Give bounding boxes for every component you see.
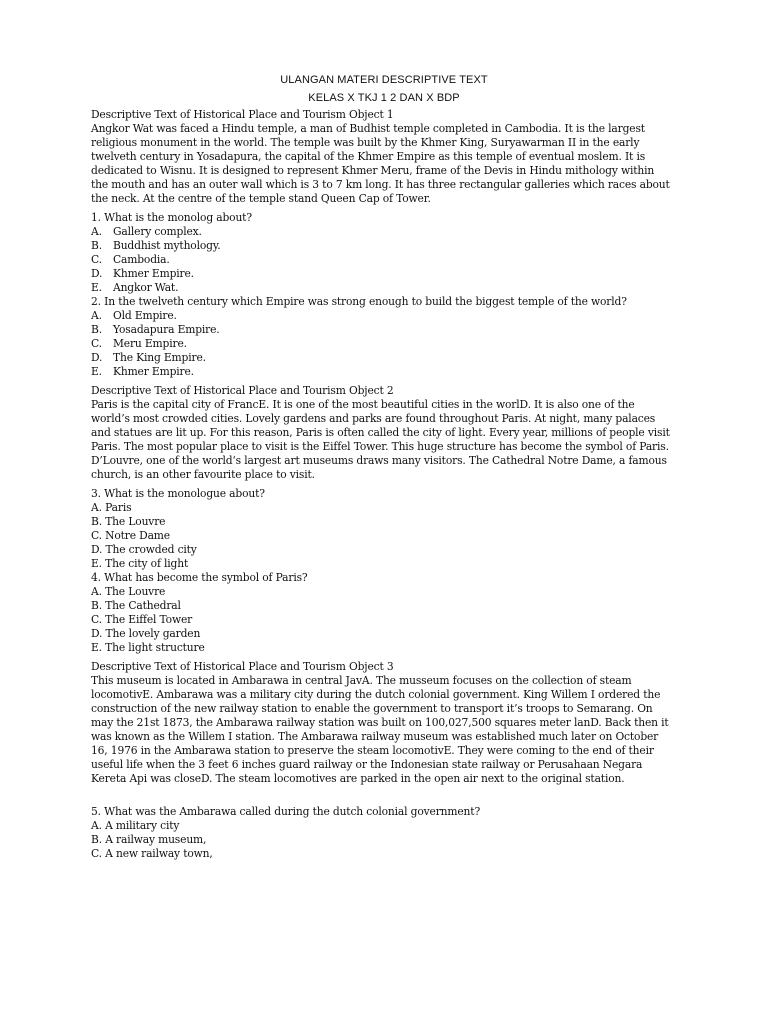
question-3: 3. What is the monologue about? (91, 487, 265, 500)
section-1-text: Angkor Wat was faced a Hindu temple, a man of Budhist temple completed in Cambodia. It is the largest religious monument in the world. The temple was built by the Khmer King, Suryawarman II in the early twelveth century in Yosadapura, the capital of the Khmer Empire as this temple of eventual moslem. It is dedicated to Wisnu. It is designed to represent Khmer Meru, frame of the Devis in Hindu mithology within the mouth and has an outer wall which is 3 to 7 km long. It has three rectangular galleries which races about the neck. At the centre of the temple stand Queen Cap of Tower. (91, 122, 670, 205)
question-2-option-b: B. Yosadapura Empire. (91, 323, 220, 336)
document-title: ULANGAN MATERI DESCRIPTIVE TEXT (280, 74, 488, 86)
question-2: 2. In the twelveth century which Empire was strong enough to build the biggest temple of the world? (91, 295, 627, 308)
question-4: 4. What has become the symbol of Paris? (91, 571, 308, 584)
question-3-option-d: D. The crowded city (91, 543, 197, 556)
question-3-option-c: C. Notre Dame (91, 529, 170, 542)
document-body (91, 108, 671, 861)
question-4-option-c: C. The Eiffel Tower (91, 613, 193, 626)
question-5-option-c: C. A new railway town, (91, 847, 213, 860)
question-4-option-a: A. The Louvre (91, 585, 166, 598)
question-1-option-e: E. Angkor Wat. (91, 281, 179, 294)
question-1-option-c: C. Cambodia. (91, 253, 170, 266)
section-1-title: Descriptive Text of Historical Place and Tourism Object 1 (91, 108, 394, 121)
question-5-option-b: B. A railway museum, (91, 833, 207, 846)
question-2-option-a: A. Old Empire. (91, 309, 177, 322)
question-4-option-e: E. The light structure (91, 641, 205, 654)
question-1: 1. What is the monolog about? (91, 211, 252, 224)
question-4-option-b: B. The Cathedral (91, 599, 181, 612)
question-3-option-a: A. Paris (91, 501, 132, 514)
question-1-option-a: A. Gallery complex. (91, 225, 202, 238)
section-2-text: Paris is the capital city of FrancE. It is one of the most beautiful cities in the worlD. It is also one of the world’s most crowded cities. Lovely gardens and parks are found throughout Paris. At night, many palaces and statues are lit up. For this reason, Paris is often called the city of light. Every year, millions of people visit Paris. The most popular place to visit is the Eiffel Tower. This huge structure has become the symbol of Paris. D’Louvre, one of the world‘s largest art museums draws many visitors. The Cathedral Notre Dame, a famous church, is an other favourite place to visit. (91, 398, 670, 481)
question-3-option-b: B. The Louvre (91, 515, 166, 528)
question-3-option-e: E. The city of light (91, 557, 189, 570)
section-3-title: Descriptive Text of Historical Place and Tourism Object 3 (91, 660, 394, 673)
document-subtitle: KELAS X TKJ 1 2 DAN X BDP (308, 92, 460, 104)
question-1-option-b: B. Buddhist mythology. (91, 239, 221, 252)
question-2-option-d: D. The King Empire. (91, 351, 206, 364)
question-4-option-d: D. The lovely garden (91, 627, 201, 640)
section-2-title: Descriptive Text of Historical Place and Tourism Object 2 (91, 384, 394, 397)
question-2-option-e: E. Khmer Empire. (91, 365, 194, 378)
section-3-text: This museum is located in Ambarawa in central JavA. The musseum focuses on the collection of steam locomotivE. Ambarawa was a military city during the dutch colonial government. King Willem I ordered the construction of the new railway station to enable the government to transport it’s troops to Semarang. On may the 21st 1873, the Ambarawa railway station was built on 100,027,500 squares meter lanD. Back then it was known as the Willem I station. The Ambarawa railway museum was established much later on October 16, 1976 in the Ambarawa station to preserve the steam locomotivE. They were coming to the end of their useful life when the 3 feet 6 inches guard railway or the Indonesian state railway or Perusahaan Negara Kereta Api was closeD. The steam locomotives are parked in the open air next to the original station. (91, 674, 669, 785)
question-5-option-a: A. A military city (91, 819, 180, 832)
question-5: 5. What was the Ambarawa called during the dutch colonial government? (91, 805, 481, 818)
question-2-option-c: C. Meru Empire. (91, 337, 187, 350)
question-1-option-d: D. Khmer Empire. (91, 267, 194, 280)
